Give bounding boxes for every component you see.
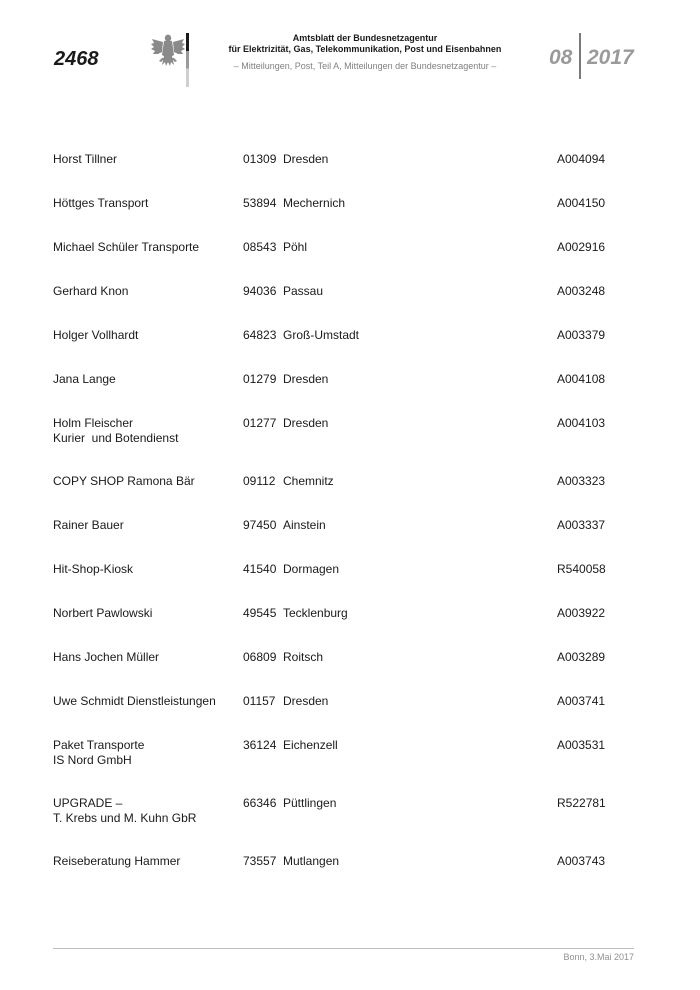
entry-city: Ainstein [283,518,326,532]
entry-license-code: A003531 [557,738,606,752]
entry-name [53,474,238,489]
journal-section: – Mitteilungen, Post, Teil A, Mitteilungen der Bundesnetzagentur – [233,61,497,71]
journal-subtitle: für Elektrizität, Gas, Telekommunikation, Post und Eisenbahnen [228,44,502,54]
entry-city: Dresden [283,416,329,430]
entry-city: Pöhl [283,240,308,254]
entry-name-line: Höttges Transport [53,196,149,210]
entry-postal-code: 01157 [243,694,276,708]
entry-name [53,416,238,446]
entry-license-code: A004094 [557,152,606,166]
entry-name-line: Paket Transporte [53,738,145,752]
entry-name-line: Michael Schüler Transporte [53,240,200,254]
entry-license-code: A002916 [557,240,606,254]
entry-license-code: A003289 [557,650,606,664]
entry-name-line: IS Nord GmbH [53,753,132,767]
entry-license-code: A003922 [557,606,606,620]
entry-name-line: Norbert Pawlowski [53,606,153,620]
entry-city: Dresden [283,372,329,386]
entry-name [53,196,238,211]
issue-year: 2017 [587,46,634,69]
entry-postal-code: 97450 [243,518,277,532]
entry-city: Tecklenburg [283,606,348,620]
entry-postal-code: 53894 [243,196,277,210]
entry-city: Dresden [283,694,329,708]
entry-postal-code: 08543 [243,240,277,254]
entry-city: Chemnitz [283,474,334,488]
entry-name-line: Reiseberatung Hammer [53,854,181,868]
entry-city: Eichenzell [283,738,338,752]
entry-postal-code: 49545 [243,606,277,620]
entry-name-line: Rainer Bauer [53,518,124,532]
entry-name [53,240,238,255]
entry-name [53,328,238,343]
entry-city: Mechernich [283,196,346,210]
flag-bar [186,33,189,87]
journal-title: Amtsblatt der Bundesnetzagentur [292,33,438,43]
entry-city: Roitsch [283,650,324,664]
entry-license-code: A003323 [557,474,606,488]
entry-license-code: R540058 [557,562,606,576]
entry-name-line: Uwe Schmidt Dienstleistungen [53,694,216,708]
entry-license-code: A003379 [557,328,606,342]
entry-license-code: A003741 [557,694,606,708]
entry-name [53,650,238,665]
entry-name [53,518,238,533]
entry-license-code: A004103 [557,416,606,430]
entry-name-line: UPGRADE – [53,796,123,810]
entry-name [53,738,238,768]
entry-license-code: R522781 [557,796,606,810]
entry-postal-code: 94036 [243,284,277,298]
entry-city: Mutlangen [283,854,340,868]
entry-city: Groß-Umstadt [283,328,360,342]
entry-name-line: Kurier und Botendienst [53,431,179,445]
entry-name-line: COPY SHOP Ramona Bär [53,474,195,488]
entry-city: Püttlingen [283,796,337,810]
entry-name-line: Holm Fleischer [53,416,134,430]
entry-city: Dormagen [283,562,340,576]
entry-license-code: A004108 [557,372,606,386]
entry-postal-code: 01309 [243,152,277,166]
footer-divider [53,948,634,949]
issue-number: 08 [549,46,573,69]
entry-license-code: A003743 [557,854,606,868]
entry-postal-code: 66346 [243,796,277,810]
entry-name-line: T. Krebs und M. Kuhn GbR [53,811,197,825]
entry-name-line: Horst Tillner [53,152,118,166]
entry-license-code: A003337 [557,518,606,532]
entry-postal-code: 64823 [243,328,277,342]
entry-postal-code: 36124 [243,738,277,752]
journal-header [195,33,535,72]
entry-name [53,152,238,167]
entry-postal-code: 41540 [243,562,277,576]
entry-name [53,854,238,869]
entry-name-line: Gerhard Knon [53,284,129,298]
footer-date: Bonn, 3.Mai 2017 [563,952,634,962]
entry-postal-code: 06809 [243,650,277,664]
entry-name-line: Hans Jochen Müller [53,650,160,664]
entry-name [53,694,238,709]
entry-postal-code: 01277 [243,416,277,430]
issue-divider [579,33,581,79]
entry-postal-code: 09112 [243,474,276,488]
entry-city: Dresden [283,152,329,166]
entry-postal-code: 73557 [243,854,277,868]
entry-postal-code: 01279 [243,372,277,386]
entry-license-code: A003248 [557,284,606,298]
entry-name [53,796,238,826]
entry-name [53,562,238,577]
entry-name-line: Hit-Shop-Kiosk [53,562,134,576]
entry-name [53,606,238,621]
entry-city: Passau [283,284,324,298]
entry-name-line: Jana Lange [53,372,116,386]
federal-eagle-icon [150,31,186,69]
page-number: 2468 [54,48,99,70]
entry-license-code: A004150 [557,196,606,210]
entry-name [53,372,238,387]
entry-name-line: Holger Vollhardt [53,328,139,342]
entry-name [53,284,238,299]
